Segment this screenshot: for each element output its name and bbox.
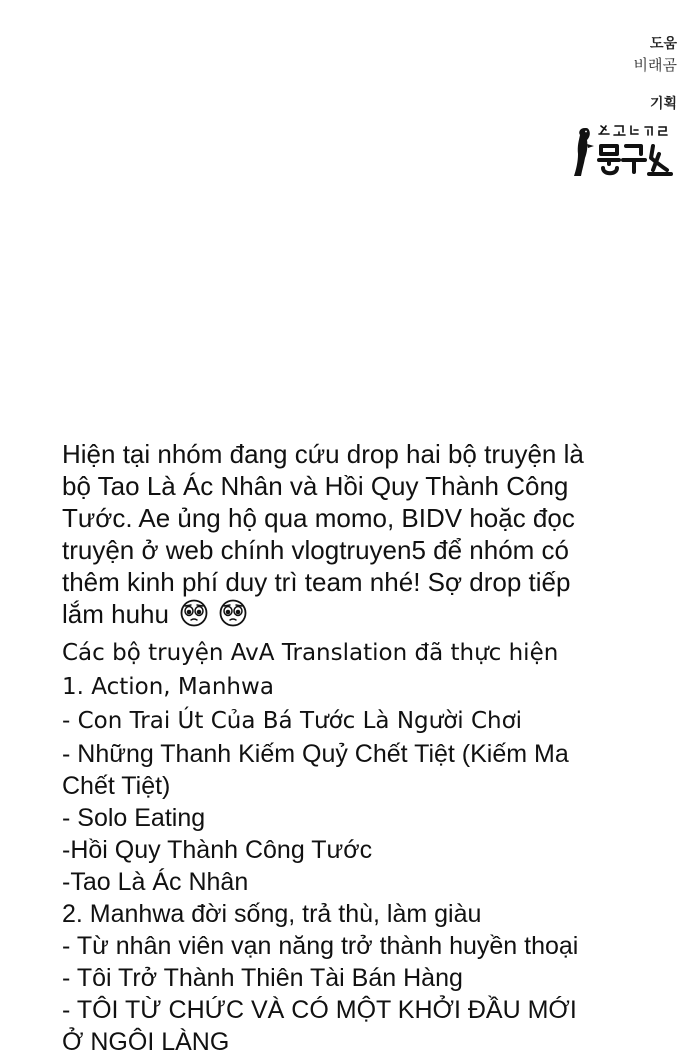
series-list-heading: Các bộ truyện AvA Translation đã thực hiện — [62, 640, 559, 666]
notice-line: bộ Tao Là Ác Nhân và Hồi Quy Thành Công — [62, 471, 569, 501]
list-item: -Hồi Quy Thành Công Tước — [62, 836, 373, 864]
list-item: - Từ nhân viên vạn năng trở thành huyền thoại — [62, 932, 579, 960]
list-item: - Con Trai Út Của Bá Tước Là Người Chơi — [62, 708, 523, 734]
pleading-face-icon — [219, 599, 247, 627]
notice-line-text: lắm huhu — [62, 599, 169, 629]
pleading-face-icon — [180, 599, 208, 627]
notice-line: thêm kinh phí duy trì team nhé! Sợ drop tiếp — [62, 567, 571, 597]
plan-role-label: 기획 — [649, 96, 677, 112]
notice-line: truyện ở web chính vlogtruyen5 để nhóm có — [62, 535, 570, 565]
assist-role-label: 도움 — [649, 36, 677, 52]
list-item: - Những Thanh Kiếm Quỷ Chết Tiệt (Kiếm Ma — [62, 740, 569, 768]
assist-name: 비래곰 — [633, 56, 677, 74]
credits-block — [571, 34, 677, 182]
list-item: -Tao Là Ác Nhân — [62, 868, 249, 896]
notice-line-last — [62, 598, 662, 630]
category-heading: 1. Action, Manhwa — [62, 674, 274, 700]
list-item: - Solo Eating — [62, 804, 206, 832]
donation-notice — [62, 438, 662, 630]
notice-line: Tước. Ae ủng hộ qua momo, BIDV hoặc đọc — [62, 503, 575, 533]
list-item: - TÔI TỪ CHỨC VÀ CÓ MỘT KHỞI ĐẦU MỚI — [62, 996, 577, 1024]
list-item: - Tôi Trở Thành Thiên Tài Bán Hàng — [62, 964, 463, 992]
list-item: Ở NGÔI LÀNG — [62, 1028, 230, 1056]
category-heading: 2. Manhwa đời sống, trả thù, làm giàu — [62, 900, 482, 928]
series-list — [62, 636, 682, 1056]
notice-line: Hiện tại nhóm đang cứu drop hai bộ truyện là — [62, 439, 584, 469]
studio-logo-icon — [571, 120, 677, 182]
list-item: Chết Tiệt) — [62, 772, 171, 800]
